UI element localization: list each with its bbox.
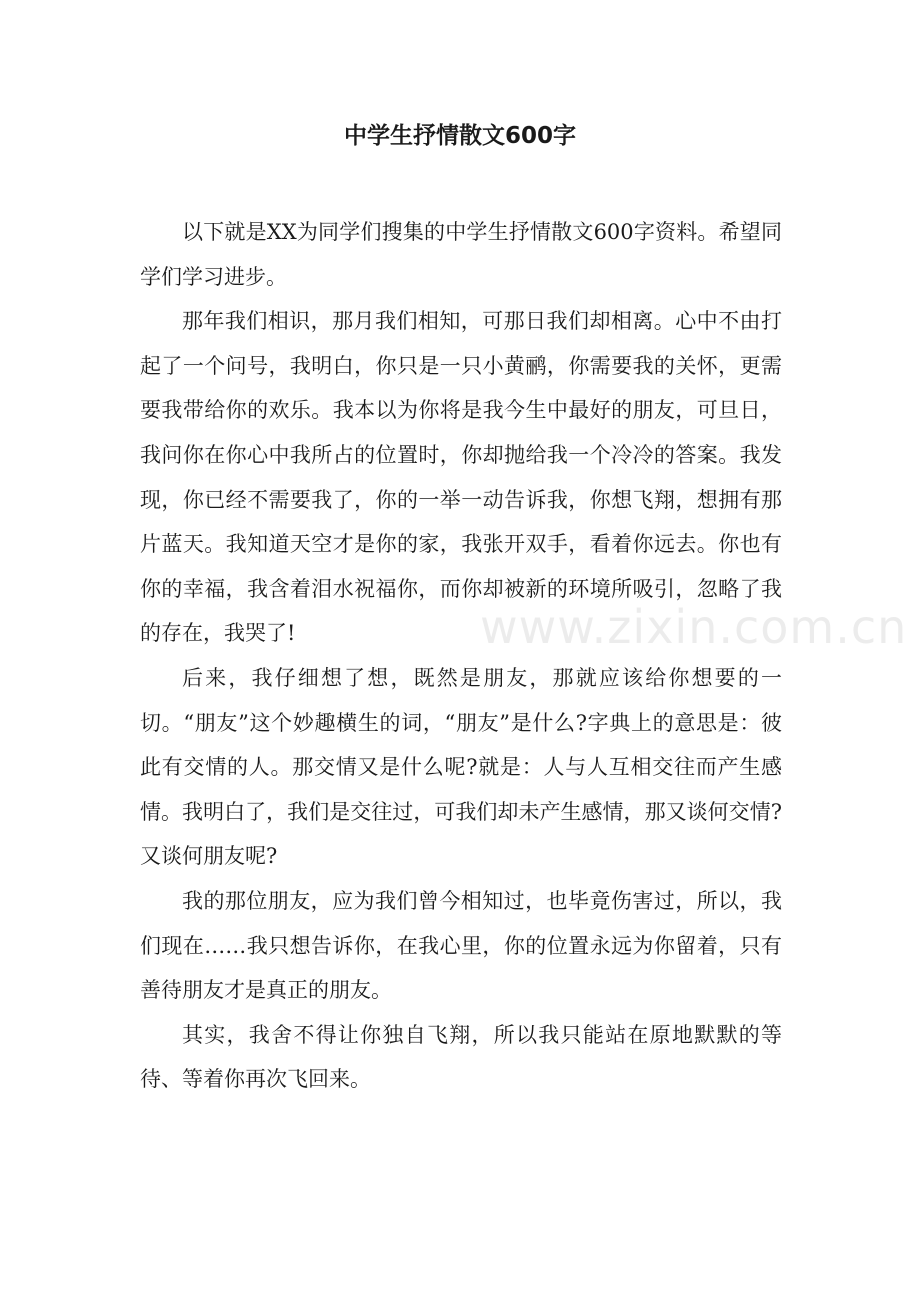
paragraph-ending: 其实，我舍不得让你独自飞翔，所以我只能站在原地默默的等待、等着你再次飞回来。 — [140, 1022, 782, 1092]
document-title: 中学生抒情散文600字 — [343, 123, 576, 149]
paragraph-message: 我的那位朋友，应为我们曾今相知过，也毕竟伤害过，所以，我们现在……我只想告诉你，在我心里，你的位置永远为你留着，只有善待朋友才是真正的朋友。 — [140, 888, 782, 1003]
watermark: www.zixin.com.cn — [480, 600, 908, 654]
paragraph-intro: 以下就是XX为同学们搜集的中学生抒情散文600字资料。希望同学们学习进步。 — [140, 220, 782, 289]
paragraph-reflection: 后来，我仔细想了想，既然是朋友，那就应该给你想要的一切。“朋友”这个妙趣横生的词，“朋友”是什么?字典上的意思是：彼此有交情的人。那交情又是什么呢?就是：人与人互相交往而产生感情。我明白了，我们是交往过，可我们却未产生感情，那又谈何交情?又谈何朋友呢? — [140, 665, 782, 869]
document-body — [140, 210, 782, 1102]
paragraph-story: 那年我们相识，那月我们相知，可那日我们却相离。心中不由打起了一个问号，我明白，你只是一只小黄鹂，你需要我的关怀，更需要我带给你的欢乐。我本以为你将是我今生中最好的朋友，可旦日，我问你在你心中我所占的位置时，你却抛给我一个冷冷的答案。我发现，你已经不需要我了，你的一举一动告诉我，你想飞翔，想拥有那片蓝天。我知道天空才是你的家，我张开双手，看着你远去。你也有你的幸福，我含着泪水祝福你，而你却被新的环境所吸引，忽略了我的存在，我哭了! — [140, 309, 782, 646]
